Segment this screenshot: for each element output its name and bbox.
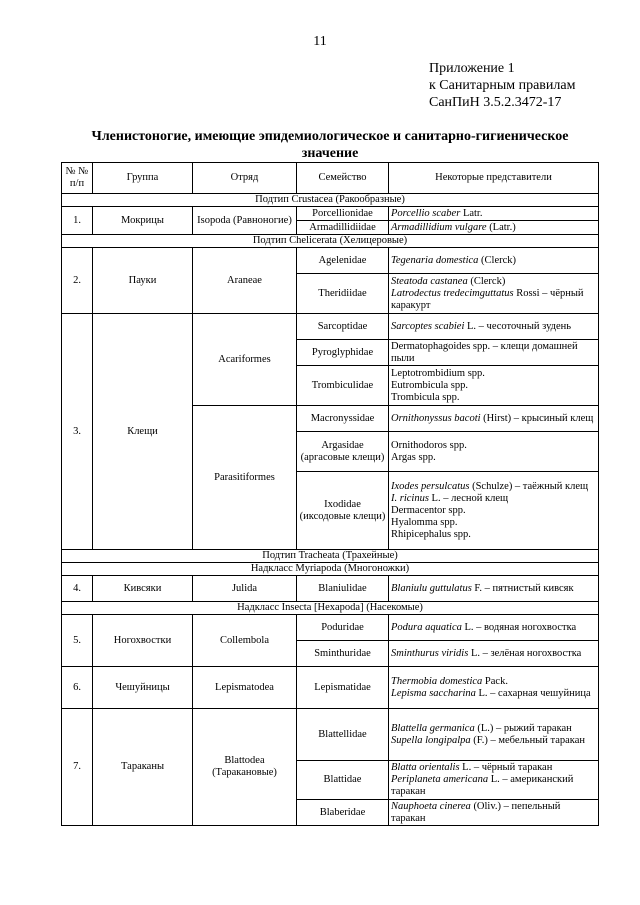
table-row [62,576,599,602]
section-title: Надкласс Myriapoda (Многоножки) [62,563,599,576]
representatives-cell: Dermatophagoides spp. – клещи домашней пыли [389,340,599,366]
species-name: I. ricinus [391,492,429,504]
section-title: Подтип Tracheata (Трахейные) [62,550,599,563]
species-name: Supella longipalpa [391,734,471,746]
species-name: Sarcoptes scabiei [391,320,465,332]
family-cell: Blaniulidae [297,576,389,602]
representative-line [391,493,596,505]
representative-line: Leptotrombidium spp. [391,367,485,379]
species-name: Tegenaria domestica [391,254,479,266]
row-number: 3. [62,314,93,550]
table-header-row [62,163,599,194]
species-name: Nauphoeta cinerea [391,800,471,812]
section-title: Надкласс Insecta [Hexapoda] (Насекомые) [62,602,599,615]
section-title: Подтип Chelicerata (Хелицеровые) [62,235,599,248]
family-cell: Sarcoptidae [297,314,389,340]
representatives-cell [389,248,599,274]
representative-line [391,723,596,735]
representative-line [391,481,596,493]
species-name: Porcellio scaber [391,207,461,219]
author-text: L. – лесной клещ [428,492,509,504]
order-cell: Collembola [193,615,297,667]
representative-line [391,762,596,774]
family-cell: Agelenidae [297,248,389,274]
family-cell: Porcellionidae [297,207,389,221]
family-cell: Poduridae [297,615,389,641]
order-cell: Acariformes [193,314,297,406]
family-cell: Blattidae [297,761,389,800]
representative-line [391,688,596,700]
row-number: 7. [62,709,93,826]
row-number: 2. [62,248,93,314]
order-cell: Isopoda (Равноногие) [193,207,297,235]
representatives-cell [389,472,599,550]
representatives-cell [389,207,599,221]
representatives-cell [389,432,599,472]
header-representatives: Некоторые представители [389,163,599,194]
author-text: Latr. [460,207,483,219]
species-name: Sminthurus viridis [391,647,469,659]
representatives-cell [389,761,599,800]
header-family: Семейство [297,163,389,194]
author-text: (F.) – мебельный таракан [470,734,585,746]
group-cell: Ногохвостки [93,615,193,667]
species-name: Podura aquatica [391,621,462,633]
representative-line: Trombicula spp. [391,391,460,403]
author-text: L. – сахарная чешуйница [475,687,591,699]
row-number: 1. [62,207,93,235]
species-name: Latrodectus tredecimguttatus [391,287,514,299]
table-row [62,709,599,761]
author-text: (Schulze) – таёжный клещ [469,480,589,492]
author-text: L. – чёрный таракан [459,762,553,773]
family-cell: Armadillidiidae [297,221,389,235]
representative-line [391,676,596,688]
group-cell: Клещи [93,314,193,550]
table-row [62,248,599,274]
table-row [62,314,599,340]
family-cell: Blattellidae [297,709,389,761]
group-cell: Мокрицы [93,207,193,235]
page-number: 11 [313,34,327,49]
author-text: (Latr.) [486,221,516,233]
author-text: (Oliv.) – пепельный таракан [391,800,561,824]
table-row [62,615,599,641]
order-cell: Parasitiformes [193,406,297,550]
representatives-cell [389,800,599,826]
family-cell: Trombiculidae [297,366,389,406]
species-name: Lepisma saccharina [391,687,476,699]
representative-line: Eutrombicula spp. [391,379,468,391]
order-cell: Blattodea (Таракановые) [193,709,297,826]
section-row [62,235,599,248]
author-text: (Clerck) [478,254,517,266]
family-cell: Sminthuridae [297,641,389,667]
representatives-cell [389,576,599,602]
author-text: L. – чесоточный зудень [464,320,572,332]
species-name: Ornithonyssus bacoti [391,412,481,424]
author-text: L. – зелёная ногохвостка [468,647,582,659]
representative-line: Argas spp. [391,451,436,463]
author-text: Pack. [482,675,508,687]
header-order: Отряд [193,163,297,194]
appendix-line: к Санитарным правилам [429,78,576,93]
author-text: (Clerck) [467,275,506,287]
group-cell: Кивсяки [93,576,193,602]
section-row [62,602,599,615]
representative-line: Hyalomma spp. [391,516,458,528]
representative-line [391,276,596,288]
appendix-note [429,60,575,111]
family-cell: Ixodidae (иксодовые клещи) [297,472,389,550]
family-cell: Blaberidae [297,800,389,826]
author-text: (Hirst) – крысиный клещ [480,412,594,424]
row-number: 6. [62,667,93,709]
group-cell: Пауки [93,248,193,314]
family-cell: Macronyssidae [297,406,389,432]
species-name: Periplaneta americana [391,774,489,785]
section-row [62,194,599,207]
group-cell: Чешуйницы [93,667,193,709]
family-cell: Lepismatidae [297,667,389,709]
representatives-cell [389,406,599,432]
table-row [62,207,599,221]
representatives-cell [389,709,599,761]
section-row [62,550,599,563]
section-title: Подтип Crustacea (Ракообразные) [62,194,599,207]
representative-line: Rhipicephalus spp. [391,528,471,540]
document-title [60,128,600,162]
species-name: Blattella germanica [391,722,475,734]
representatives-cell [389,314,599,340]
author-text: F. – пятнистый кивсяк [471,582,574,594]
species-name: Steatoda castanea [391,275,468,287]
order-cell: Lepismatodea [193,667,297,709]
title-line: значение [301,146,359,161]
table-row [62,667,599,709]
author-text: L. – водяная ногохвостка [461,621,577,633]
header-num: № № п/п [62,163,93,194]
section-row [62,563,599,576]
row-number: 4. [62,576,93,602]
representative-line: Dermacentor spp. [391,504,466,516]
species-name: Blatta orientalis [391,762,460,773]
group-cell: Тараканы [93,709,193,826]
title-line: Членистоногие, имеющие эпидемиологическое и санитарно-гигиеническое [91,129,569,144]
order-cell: Araneae [193,248,297,314]
species-name: Thermobia domestica [391,675,483,687]
representatives-cell [389,366,599,406]
arthropods-table [61,162,599,826]
author-text: L. – американский таракан [391,774,574,797]
representatives-cell [389,667,599,709]
family-cell: Theridiidae [297,274,389,314]
family-cell: Pyroglyphidae [297,340,389,366]
representative-line [391,288,596,312]
representative-line: Ornithodoros spp. [391,439,467,451]
author-text: Rossi – чёрный каракурт [391,287,584,311]
order-cell: Julida [193,576,297,602]
appendix-line: Приложение 1 [429,61,515,76]
representatives-cell [389,615,599,641]
representatives-cell [389,221,599,235]
family-cell: Argasidae (аргасовые клещи) [297,432,389,472]
representative-line [391,735,596,747]
appendix-line: СанПиН 3.5.2.3472-17 [429,95,562,110]
representative-line [391,774,596,798]
representatives-cell [389,274,599,314]
species-name: Ixodes persulcatus [391,480,470,492]
species-name: Blaniulu guttulatus [391,582,472,594]
representatives-cell [389,641,599,667]
header-group: Группа [93,163,193,194]
author-text: (L.) – рыжий таракан [474,722,572,734]
species-name: Armadillidium vulgare [391,221,487,233]
row-number: 5. [62,615,93,667]
